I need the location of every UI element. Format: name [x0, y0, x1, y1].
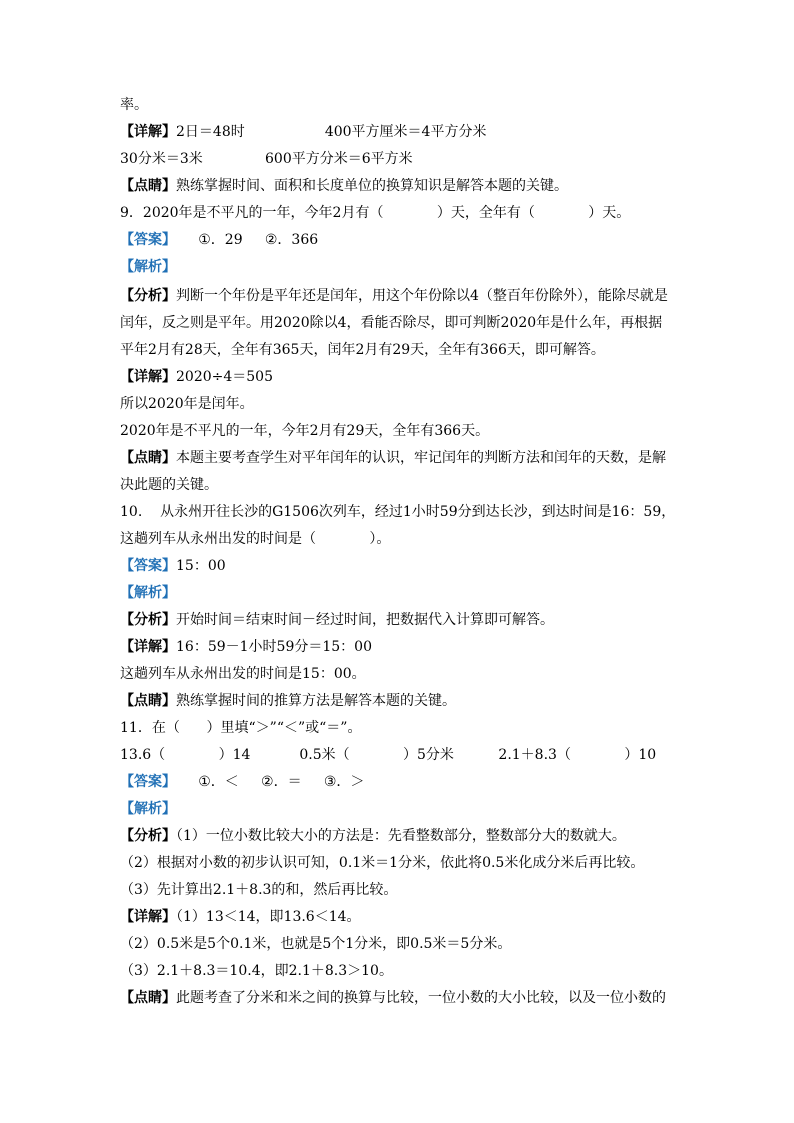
answer-tag: 【解析】 [120, 585, 176, 601]
line-text: （1）一位小数比较大小的方法是：先看整数部分，整数部分大的数就大。 [176, 828, 626, 844]
line-text: 开始时间＝结束时间－经过时间，把数据代入计算即可解答。 [176, 612, 554, 628]
line-text: 2020÷4＝505 [176, 369, 273, 385]
text-line [120, 530, 390, 548]
section-tag: 【点睛】 [120, 693, 176, 709]
line-text: （2）0.5米是5个0.1米，也就是5个1分米，即0.5米＝5分米。 [120, 936, 512, 952]
section-tag: 【分析】 [120, 612, 176, 628]
text-line [120, 935, 511, 953]
answer-tag: 【解析】 [120, 259, 176, 275]
text-line [120, 96, 148, 114]
line-text: 平年2月有28天，全年有365天，闰年2月有29天，全年有366天，即可解答。 [120, 342, 605, 358]
text-line [120, 476, 218, 494]
text-line [120, 204, 630, 222]
line-text: 2020年是不平凡的一年，今年2月有29天，全年有366天。 [120, 423, 490, 439]
text-line [120, 611, 554, 629]
section-tag: 【分析】 [120, 828, 176, 844]
line-text: 熟练掌握时间、面积和长度单位的换算知识是解答本题的关键。 [176, 178, 568, 194]
text-line [120, 314, 662, 332]
text-line [120, 962, 393, 980]
section-tag: 【点睛】 [120, 178, 176, 194]
line-text: 这趟列车从永州出发的时间是（ ）。 [120, 531, 391, 547]
line-text: 判断一个年份是平年还是闰年，用这个年份除以4（整百年份除外），能除尽就是 [176, 288, 668, 304]
line-text: ①．＜ ②．＝ ③．＞ [176, 774, 365, 790]
answer-tag: 【答案】 [120, 774, 176, 790]
text-line [120, 827, 626, 845]
line-text: ①．29 ②．366 [176, 232, 319, 248]
section-tag: 【详解】 [120, 124, 176, 140]
text-line [120, 854, 644, 872]
line-text: 11．在（ ）里填“＞”“＜”或“＝”。 [120, 720, 362, 736]
text-line [120, 692, 456, 710]
text-line [120, 231, 318, 249]
text-line [120, 557, 226, 575]
text-line [120, 368, 273, 386]
line-text: 15：00 [176, 558, 226, 574]
text-line [120, 395, 254, 413]
line-text: 9．2020年是不平凡的一年，今年2月有（ ）天，全年有（ ）天。 [120, 205, 631, 221]
section-tag: 【详解】 [120, 639, 176, 655]
line-text: 2日＝48时 400平方厘米＝4平方分米 [176, 124, 487, 140]
text-line [120, 881, 397, 899]
text-line [120, 341, 605, 359]
answer-tag: 【答案】 [120, 232, 176, 248]
text-line [120, 150, 413, 168]
line-text: 率。 [120, 97, 148, 113]
line-text: 决此题的关键。 [120, 477, 218, 493]
line-text: 30分米＝3米 600平方分米＝6平方米 [120, 151, 413, 167]
line-text: 16：59－1小时59分＝15：00 [176, 639, 372, 655]
section-tag: 【详解】 [120, 909, 176, 925]
line-text: 闰年，反之则是平年。用2020除以4，看能否除尽，即可判断2020年是什么年，再根据 [120, 315, 663, 331]
text-line [120, 746, 656, 764]
text-line [120, 449, 666, 467]
line-text: 这趟列车从永州出发的时间是15：00。 [120, 666, 366, 682]
line-text: 13.6（ ）14 0.5米（ ）5分米 2.1＋8.3（ ）10 [120, 747, 657, 763]
section-tag: 【详解】 [120, 369, 176, 385]
text-line [120, 258, 176, 276]
line-text: （1）13＜14，即13.6＜14。 [176, 909, 361, 925]
text-line [120, 584, 176, 602]
text-line [120, 989, 666, 1007]
answer-tag: 【答案】 [120, 558, 176, 574]
answer-tag: 【解析】 [120, 801, 176, 817]
text-line [120, 773, 364, 791]
line-text: （3）先计算出2.1＋8.3的和，然后再比较。 [120, 882, 398, 898]
text-line [120, 422, 489, 440]
text-line [120, 177, 568, 195]
text-line [120, 123, 486, 141]
line-text: 熟练掌握时间的推算方法是解答本题的关键。 [176, 693, 456, 709]
section-tag: 【分析】 [120, 288, 176, 304]
text-line [120, 503, 675, 521]
text-line [120, 908, 361, 926]
line-text: 所以2020年是闰年。 [120, 396, 254, 412]
line-text: （3）2.1＋8.3＝10.4，即2.1＋8.3＞10。 [120, 963, 393, 979]
text-line [120, 638, 372, 656]
section-tag: 【点睛】 [120, 450, 176, 466]
line-text: 此题考查了分米和米之间的换算与比较，一位小数的大小比较，以及一位小数的 [176, 990, 666, 1006]
text-line [120, 287, 668, 305]
line-text: 10. 从永州开往长沙的G1506次列车，经过1小时59分到达长沙，到达时间是16：59， [120, 504, 676, 520]
text-line [120, 719, 361, 737]
text-line [120, 800, 176, 818]
line-text: 本题主要考查学生对平年闰年的认识，牢记闰年的判断方法和闰年的天数，是解 [176, 450, 666, 466]
line-text: （2）根据对小数的初步认识可知，0.1米＝1分米，依此将0.5米化成分米后再比较。 [120, 855, 645, 871]
section-tag: 【点睛】 [120, 990, 176, 1006]
text-line [120, 665, 366, 683]
